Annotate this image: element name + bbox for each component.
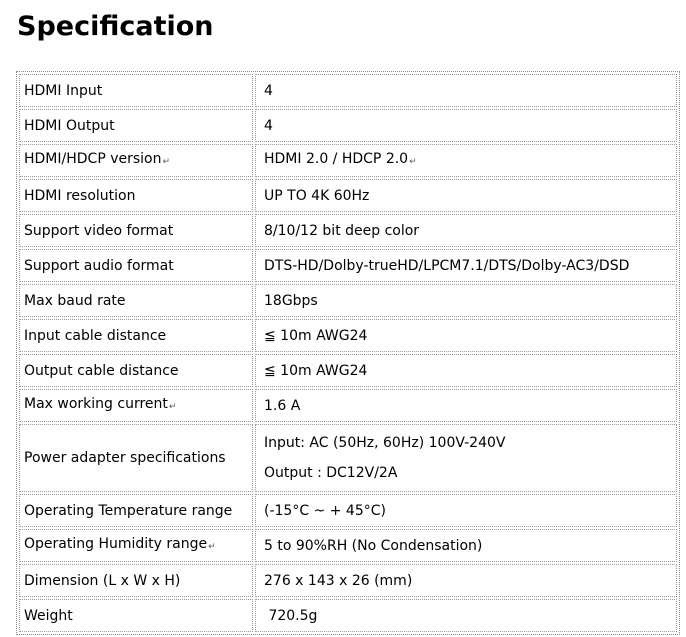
table-row (19, 354, 677, 387)
table-row (19, 249, 677, 282)
table-row (19, 144, 677, 177)
spec-value-hdmi-hdcp-version: HDMI 2.0 / HDCP 2.0 (264, 151, 409, 167)
spec-value-power-output: Output : DC12V/2A (264, 465, 398, 481)
table-row (19, 284, 677, 317)
spec-value-weight: 720.5g (255, 599, 677, 632)
table-row (19, 109, 677, 142)
spec-label-video-format: Support video format (19, 214, 253, 247)
spec-label-hdmi-hdcp-version: HDMI/HDCP version (24, 151, 162, 167)
spec-label-audio-format: Support audio format (19, 249, 253, 282)
table-row (19, 74, 677, 107)
table-row (19, 319, 677, 352)
table-row (19, 424, 677, 492)
page-title: Specification (17, 11, 214, 42)
spec-label-max-baud-rate: Max baud rate (19, 284, 253, 317)
table-row (19, 214, 677, 247)
spec-value-max-baud-rate: 18Gbps (255, 284, 677, 317)
spec-cell-operating-humidity (19, 529, 253, 562)
return-mark-icon: ↵ (208, 542, 216, 552)
spec-value-input-cable-distance: ≦ 10m AWG24 (255, 319, 677, 352)
spec-value-operating-humidity: 5 to 90%RH (No Condensation) (255, 529, 677, 562)
return-mark-icon: ↵ (162, 157, 171, 167)
spec-value-video-format: 8/10/12 bit deep color (255, 214, 677, 247)
return-mark-icon: ↵ (409, 157, 417, 167)
spec-label-hdmi-input: HDMI Input (19, 74, 253, 107)
spec-value-audio-format: DTS-HD/Dolby-trueHD/LPCM7.1/DTS/Dolby-AC3/DSD (255, 249, 677, 282)
specification-table (16, 71, 680, 635)
spec-value-cell-hdmi-hdcp-version (255, 144, 677, 177)
spec-value-hdmi-output: 4 (255, 109, 677, 142)
spec-label-hdmi-output: HDMI Output (19, 109, 253, 142)
spec-cell-hdmi-hdcp-version (19, 144, 253, 177)
table-row (19, 494, 677, 527)
spec-label-power-adapter: Power adapter specifications (19, 424, 253, 492)
spec-value-output-cable-distance: ≦ 10m AWG24 (255, 354, 677, 387)
table-row (19, 564, 677, 597)
spec-value-dimension: 276 x 143 x 26 (mm) (255, 564, 677, 597)
spec-label-max-working-current: Max working current (24, 396, 168, 412)
spec-label-input-cable-distance: Input cable distance (19, 319, 253, 352)
return-mark-icon: ↵ (168, 402, 177, 412)
spec-label-operating-humidity: Operating Humidity range (24, 536, 208, 552)
spec-value-power-input: Input: AC (50Hz, 60Hz) 100V-240V (264, 435, 506, 451)
spec-label-hdmi-resolution: HDMI resolution (19, 179, 253, 212)
spec-cell-max-working-current (19, 389, 253, 422)
table-row (19, 179, 677, 212)
spec-value-operating-temperature: (-15°C ~ + 45°C) (255, 494, 677, 527)
spec-value-max-working-current: 1.6 A (255, 389, 677, 422)
table-row (19, 599, 677, 632)
table-row (19, 389, 677, 422)
spec-value-hdmi-input: 4 (255, 74, 677, 107)
spec-label-dimension: Dimension (L x W x H) (19, 564, 253, 597)
table-row (19, 529, 677, 562)
spec-value-cell-power-adapter (255, 424, 677, 492)
spec-label-output-cable-distance: Output cable distance (19, 354, 253, 387)
spec-value-hdmi-resolution: UP TO 4K 60Hz (255, 179, 677, 212)
spec-label-weight: Weight (19, 599, 253, 632)
spec-label-operating-temperature: Operating Temperature range (19, 494, 253, 527)
